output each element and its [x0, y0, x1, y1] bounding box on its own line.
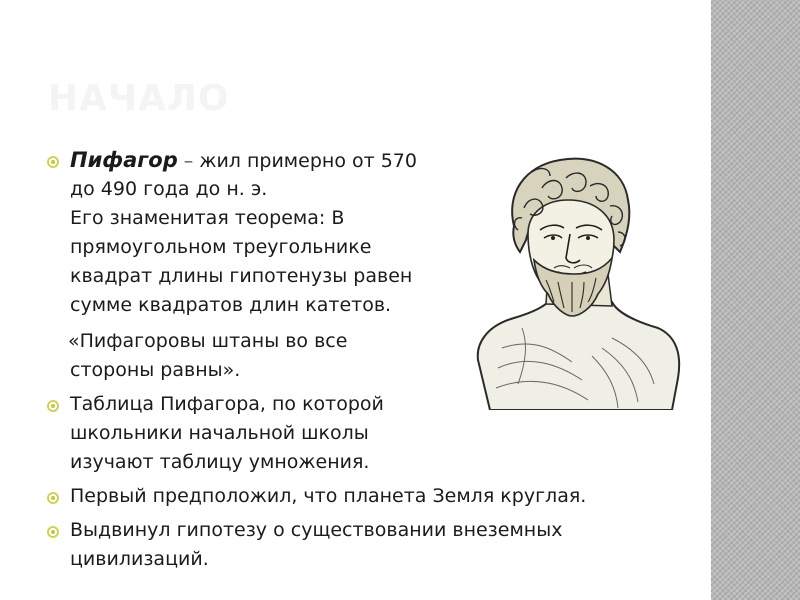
decorative-sidebar-stripe	[711, 0, 800, 600]
pythagoras-name: Пифагор	[70, 148, 178, 172]
dash-separator: –	[183, 150, 194, 172]
slide-title: НАЧАЛО	[48, 78, 230, 119]
circle-bullet-icon	[47, 156, 59, 168]
bullet-1-line-1-text: жил примерно от 570	[199, 150, 417, 172]
circle-bullet-icon	[47, 526, 59, 538]
bullet-1-line-6: сумме квадратов длин катетов.	[70, 294, 392, 316]
bullet-2-line-1: Таблица Пифагора, по которой	[70, 393, 384, 415]
bullet-2-line-2: школьники начальной школы	[70, 422, 369, 444]
bullet-3-line-1: Первый предположил, что планета Земля круглая.	[70, 485, 587, 507]
bullet-1-line-4: прямоугольном треугольнике	[70, 236, 372, 258]
circle-bullet-icon	[47, 400, 59, 412]
bullet-2-line-3: изучают таблицу умножения.	[70, 451, 370, 473]
bullet-1-line-5: квадрат длины гипотенузы равен	[70, 265, 413, 287]
bullet-1-line-2: до 490 года до н. э.	[70, 178, 268, 200]
bullet-4-line-1: Выдвинул гипотезу о существовании внеземных	[70, 519, 563, 541]
bullet-1-line-3: Его знаменитая теорема: В	[70, 207, 345, 229]
bullet-1-line-1	[70, 146, 417, 175]
quote-line-2: стороны равны».	[70, 359, 241, 381]
circle-bullet-icon	[47, 492, 59, 504]
bullet-4-line-2: цивилизаций.	[70, 548, 209, 570]
quote-line-1: «Пифагоровы штаны во все	[68, 330, 348, 352]
pythagoras-portrait-image	[462, 148, 686, 410]
